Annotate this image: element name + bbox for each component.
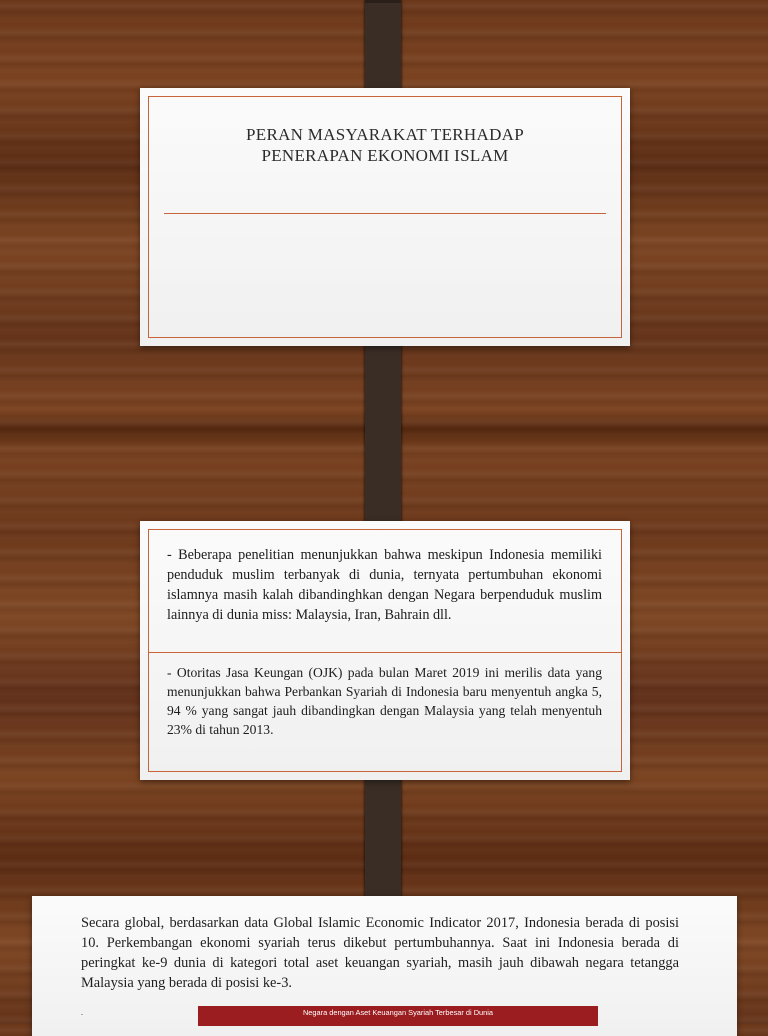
content-card (140, 521, 630, 780)
strap-middle (365, 330, 401, 538)
chart-title-banner: Negara dengan Aset Keuangan Syariah Terbesar di Dunia (198, 1006, 598, 1026)
paragraph-1: - Beberapa penelitian menunjukkan bahwa meskipun Indonesia memiliki penduduk muslim terbanyak di dunia, ternyata pertumbuhan ekonomi islamnya masih kalah dibandinghkan dengan Negara berpenduduk muslim lainnya di dunia miss: Malaysia, Iran, Bahrain dll. (167, 547, 602, 623)
slide-title: PERAN MASYARAKAT TERHADAP PENERAPAN EKONOMI ISLAM (246, 125, 524, 165)
strap-lower (365, 764, 401, 914)
stray-dot: . (81, 1008, 83, 1017)
paragraph-2: - Otoritas Jasa Keungan (OJK) pada bulan Maret 2019 ini merilis data yang menunjukkan bahwa Perbankan Syariah di Indonesia baru menyentuh angka 5, 94 % yang sangat jauh dibandingkan dengan Malaysia yang telah menyentuh 23% di tahun 2013. (167, 665, 602, 737)
paragraph-divider (148, 652, 622, 653)
title-underline (164, 213, 606, 214)
bottom-card (32, 896, 737, 1036)
global-ranking-paragraph: Secara global, berdasarkan data Global Islamic Economic Indicator 2017, Indonesia berada di posisi 10. Perkembangan ekonomi syariah terus dikebut pertumbuhannya. Saat ini Indonesia berada di peringkat ke-9 dunia di kategori total aset keuangan syariah, masih jauh dibawah negara tetangga Malaysia yang berada di posisi ke-3. (81, 915, 679, 991)
title-card (140, 88, 630, 346)
